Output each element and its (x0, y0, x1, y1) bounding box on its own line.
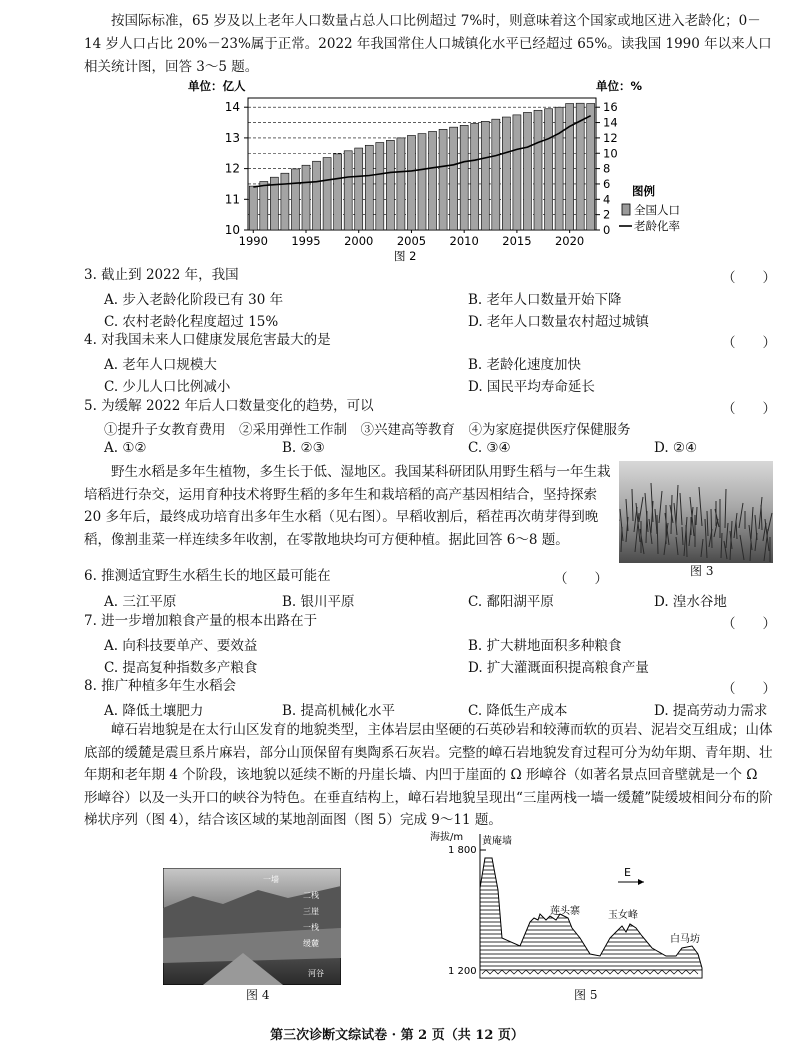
left-tick-label: 14 (224, 100, 240, 115)
q8-option-d: D. 提高劳动力需求 (654, 703, 768, 719)
q6-answer-paren: （ ） (554, 571, 608, 587)
q4-option-a: A. 老年人口规模大 (104, 357, 217, 373)
q5-option-b: B. ②③ (282, 440, 325, 456)
legend-title: 图例 (632, 184, 655, 198)
right-tick-label: 4 (603, 192, 611, 207)
population-bar (523, 112, 531, 230)
population-bar (492, 119, 500, 230)
population-bar (481, 121, 489, 230)
right-tick-label: 6 (603, 176, 611, 191)
q5-items: ①提升子女教育费用 ②采用弹性工作制 ③兴建高等教育 ④为家庭提供医疗保健服务 (104, 422, 631, 438)
left-tick-label: 12 (224, 161, 240, 176)
x-tick-label: 1995 (291, 234, 321, 248)
population-bar (439, 129, 447, 230)
population-bar (386, 140, 394, 230)
q6-option-c: C. 鄱阳湖平原 (468, 594, 554, 610)
figure-5-caption: 图 5 (574, 988, 598, 1002)
population-bar (545, 109, 553, 230)
q4-option-b: B. 老龄化速度加快 (468, 357, 582, 373)
fig4-label-one-wall: 一墙 (263, 875, 279, 884)
population-bar (460, 125, 468, 230)
population-bar (281, 173, 289, 230)
fig5-arrow-label: E (624, 866, 631, 879)
x-tick-label: 2005 (396, 234, 427, 248)
q3-option-a: A. 步入老龄化阶段已有 30 年 (104, 292, 284, 308)
q7-answer-paren: （ ） (722, 616, 776, 632)
q3-option-d: D. 老年人口数量农村超过城镇 (468, 314, 649, 330)
page-footer: 第三次诊断文综试卷 · 第 2 页（共 12 页） (270, 1028, 524, 1043)
fig5-place-huangan: 黄庵墙 (482, 836, 512, 847)
q3-option-b: B. 老年人口数量开始下降 (468, 292, 622, 308)
q6-option-d: D. 湟水谷地 (654, 594, 727, 610)
left-tick-label: 11 (224, 192, 240, 207)
figure-3-caption: 图 3 (690, 564, 714, 578)
population-bar (513, 115, 521, 230)
population-bar (429, 131, 437, 230)
figure-2-caption: 图 2 (394, 249, 417, 263)
zhangshiyan-paragraph: 嶂石岩地貌是在太行山区发育的地貌类型，主体岩层由坚硬的石英砂岩和较薄而软的页岩、泥岩交互组成；山体底部的缓麓是震旦系片麻岩，部分山顶保留有奥陶系石灰岩。完整的嶂石岩地貌发育过程可分为幼年期、青年期、壮年期和老年期 4 个阶段，该地貌以延续不断的丹崖长墙、内凹于崖面的 Ω 形嶂谷（如著名景点回音壁就是一个 Ω 形嶂谷）以及一头开口的峡谷为特色。在垂直结构上，嶂石岩地貌呈现出“三崖两栈一墙一缓麓”陡缓坡相间分布的阶梯状序列（图 4），结合该区域的某地剖面图（图 5）完成 9～11 题。 (84, 722, 773, 828)
q3-stem: 3. 截止到 2022 年，我国 (84, 267, 239, 283)
fig4-label-gentle-foot: 缓麓 (303, 939, 319, 948)
right-tick-label: 14 (603, 115, 618, 130)
q8-option-b: B. 提高机械化水平 (282, 703, 396, 719)
fig5-place-liantou: 莲头寨 (550, 906, 580, 917)
left-unit-label: 单位：亿人 (188, 79, 246, 93)
population-bar (355, 148, 363, 230)
population-chart (186, 78, 716, 264)
right-tick-label: 2 (603, 207, 611, 222)
q6-option-a: A. 三江平原 (104, 594, 177, 610)
q7-option-b: B. 扩大耕地面积多种粮食 (468, 638, 622, 654)
fig5-y-top: 1 800 (448, 845, 477, 856)
right-tick-label: 10 (603, 146, 618, 161)
population-bar (365, 145, 373, 230)
q5-option-d: D. ②④ (654, 440, 698, 456)
population-bar (566, 104, 574, 230)
population-bar (302, 165, 310, 230)
q7-option-a: A. 向科技要单产、要效益 (104, 638, 258, 654)
fig4-label-two-terrace: 二栈 (303, 891, 319, 900)
population-bar (291, 169, 299, 230)
q5-option-c: C. ③④ (468, 440, 511, 456)
q5-option-a: A. ①② (104, 440, 147, 456)
q5-answer-paren: （ ） (722, 401, 776, 417)
population-bar (407, 135, 415, 230)
rice-paragraph: 野生水稻是多年生植物，多生长于低、湿地区。我国某科研团队用野生稻与一年生栽培稻进行杂交，运用育种技术将野生稻的多年生和栽培稻的高产基因相结合，坚持探索 20 多年后，最终成功培育出多年生水稻（见右图）。早稻收割后，稻茬再次萌芽得到晚稻，像割韭菜一样连续多年收割，在零散地块均可方便种植。据此回答 6～8 题。 (84, 464, 611, 548)
right-tick-label: 8 (603, 161, 611, 176)
legend-bar-label: 全国人口 (634, 203, 680, 217)
q4-option-c: C. 少儿人口比例减小 (104, 379, 231, 395)
x-tick-label: 2010 (449, 234, 479, 248)
q4-answer-paren: （ ） (722, 335, 776, 351)
intro-paragraph: 按国际标准，65 岁及以上老年人口数量占总人口比例超过 7%时，则意味着这个国家或地区进入老龄化；0－14 岁人口占比 20%－23%属于正常。2022 年我国常住人口城镇化水平已经超过 65%。读我国 1990 年以来人口相关统计图，回答 3～5 题。 (84, 13, 772, 75)
left-tick-label: 10 (224, 223, 240, 237)
population-bar (450, 127, 458, 230)
population-bar (471, 123, 479, 230)
q4-option-d: D. 国民平均寿命延长 (468, 379, 595, 395)
figure-4-landform-photo (163, 868, 341, 985)
legend-bar-swatch (622, 204, 630, 215)
q4-stem: 4. 对我国未来人口健康发展危害最大的是 (84, 332, 331, 348)
q7-option-d: D. 扩大灌溉面积提高粮食产量 (468, 660, 649, 676)
x-tick-label: 2015 (502, 234, 532, 248)
population-bar (344, 151, 352, 230)
figure-3-rice-photo (619, 461, 773, 563)
q3-answer-paren: （ ） (722, 270, 776, 286)
q7-option-c: C. 提高复种指数多产粮食 (104, 660, 258, 676)
fig4-label-valley: 河谷 (308, 969, 324, 978)
population-bar (397, 138, 405, 230)
population-bar (323, 158, 331, 230)
figure-5-profile (430, 828, 720, 998)
left-tick-label: 13 (224, 130, 240, 145)
q8-stem: 8. 推广种植多年生水稻会 (84, 678, 237, 694)
population-bar (260, 181, 268, 230)
population-bar (418, 134, 426, 230)
x-tick-label: 2020 (554, 234, 585, 248)
fig5-place-yunv: 玉女峰 (608, 910, 638, 921)
q5-stem: 5. 为缓解 2022 年后人口数量变化的趋势，可以 (84, 398, 374, 414)
fig5-y-axis-label: 海拔/m (430, 832, 464, 843)
x-tick-label: 1990 (238, 234, 268, 248)
population-bar (334, 154, 342, 230)
x-tick-label: 2000 (344, 234, 374, 248)
fig4-label-one-terrace: 一栈 (303, 923, 319, 932)
fig5-place-baima: 白马坊 (670, 934, 700, 945)
right-tick-label: 12 (603, 130, 618, 145)
q3-option-c: C. 农村老龄化程度超过 15% (104, 314, 279, 330)
q6-stem: 6. 推测适宜野生水稻生长的地区最可能在 (84, 568, 331, 584)
population-bar (555, 107, 563, 230)
population-bar (534, 110, 542, 230)
right-tick-label: 0 (603, 223, 611, 237)
right-unit-label: 单位：% (596, 79, 643, 93)
q8-option-a: A. 降低土壤肥力 (104, 703, 204, 719)
population-bar (313, 161, 321, 230)
fig4-label-three-cliff: 三崖 (303, 907, 319, 916)
population-bar (376, 143, 384, 230)
figure-4-caption: 图 4 (246, 988, 270, 1002)
right-tick-label: 16 (603, 100, 618, 115)
fig5-y-bottom: 1 200 (448, 966, 477, 977)
population-bar (587, 104, 595, 230)
q7-stem: 7. 进一步增加粮食产量的根本出路在于 (84, 613, 318, 629)
q8-option-c: C. 降低生产成本 (468, 703, 568, 719)
population-bar (502, 117, 510, 230)
population-bar (249, 186, 257, 230)
q6-option-b: B. 银川平原 (282, 594, 355, 610)
q8-answer-paren: （ ） (722, 681, 776, 697)
legend-line-label: 老龄化率 (634, 219, 680, 233)
